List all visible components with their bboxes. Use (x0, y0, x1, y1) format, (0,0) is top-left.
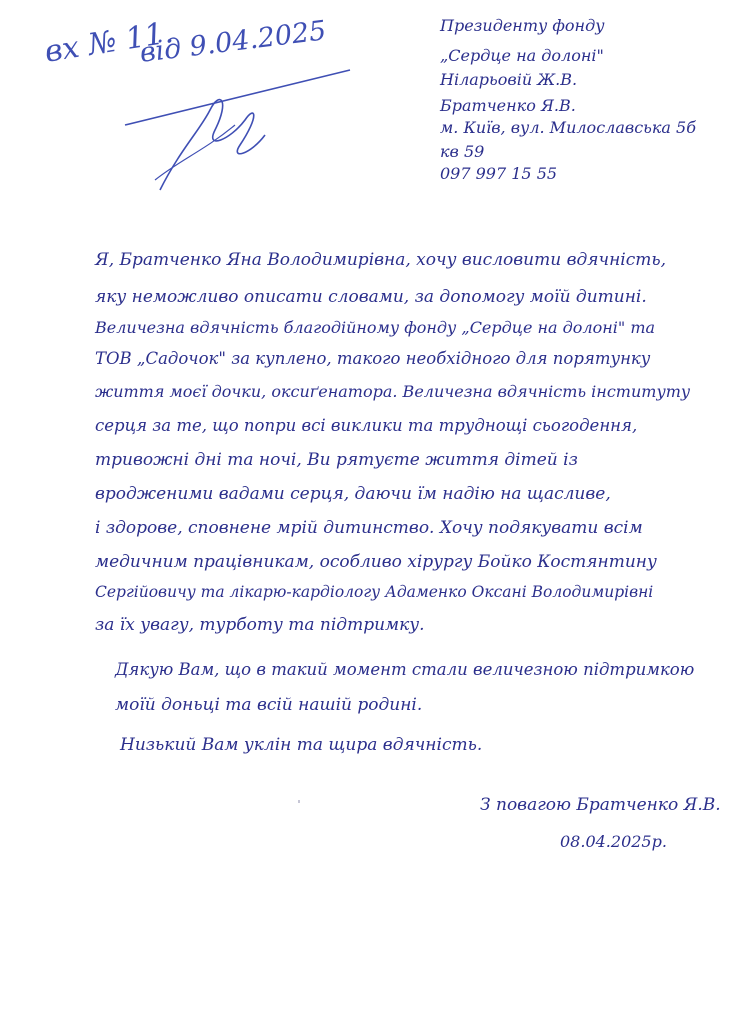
registration-date: від 9.04.2025 (138, 15, 328, 69)
body-line: Низький Вам уклін та щира вдячність. (120, 735, 483, 755)
addressee-line: 097 997 15 55 (440, 164, 558, 183)
body-line: ТОВ „Садочок" за куплено, такого необхідного для порятунку (95, 349, 651, 368)
body-line: за їх увагу, турботу та підтримку. (95, 615, 425, 635)
body-line: Величезна вдячність благодійному фонду „Сердце на долоні" та (95, 318, 656, 337)
body-line: Я, Братченко Яна Володимирівна, хочу висловити вдячність, (95, 250, 667, 270)
registration-signature (120, 30, 360, 200)
registration-number: вх № 11. (42, 14, 176, 70)
body-line: медичним працівникам, особливо хірургу Бойко Костянтину (95, 552, 657, 572)
body-line: яку неможливо описати словами, за допомогу моїй дитині. (95, 287, 647, 307)
body-line: Сергійовичу та лікарю-кардіологу Адаменко Оксані Володимирівні (95, 583, 654, 601)
addressee-line: „Сердце на долоні" (440, 46, 604, 65)
body-line: моїй доньці та всій нашій родині. (115, 695, 423, 715)
body-line: тривожні дні та ночі, Ви рятуєте життя дітей із (95, 450, 578, 470)
addressee-line: Ніларьовій Ж.В. (440, 70, 578, 89)
addressee-line: кв 59 (440, 142, 485, 161)
body-line: Дякую Вам, що в такий момент стали величезною підтримкою (115, 660, 695, 679)
body-line: вродженими вадами серця, даючи їм надію на щасливе, (95, 484, 611, 504)
body-line: життя моєї дочки, оксиґенатора. Величезна вдячність інституту (95, 382, 691, 401)
body-line: серця за те, що попри всі виклики та труднощі сьогодення, (95, 416, 638, 435)
addressee-line: Братченко Я.В. (440, 96, 576, 115)
addressee-line: м. Київ, вул. Милославська 5б (440, 118, 696, 137)
paper-speck (298, 800, 300, 803)
letter-date: 08.04.2025р. (560, 832, 667, 851)
body-line: і здорове, сповнене мрій дитинство. Хочу подякувати всім (95, 518, 643, 538)
signoff: З повагою Братченко Я.В. (480, 795, 721, 815)
addressee-line: Президенту фонду (440, 16, 605, 35)
